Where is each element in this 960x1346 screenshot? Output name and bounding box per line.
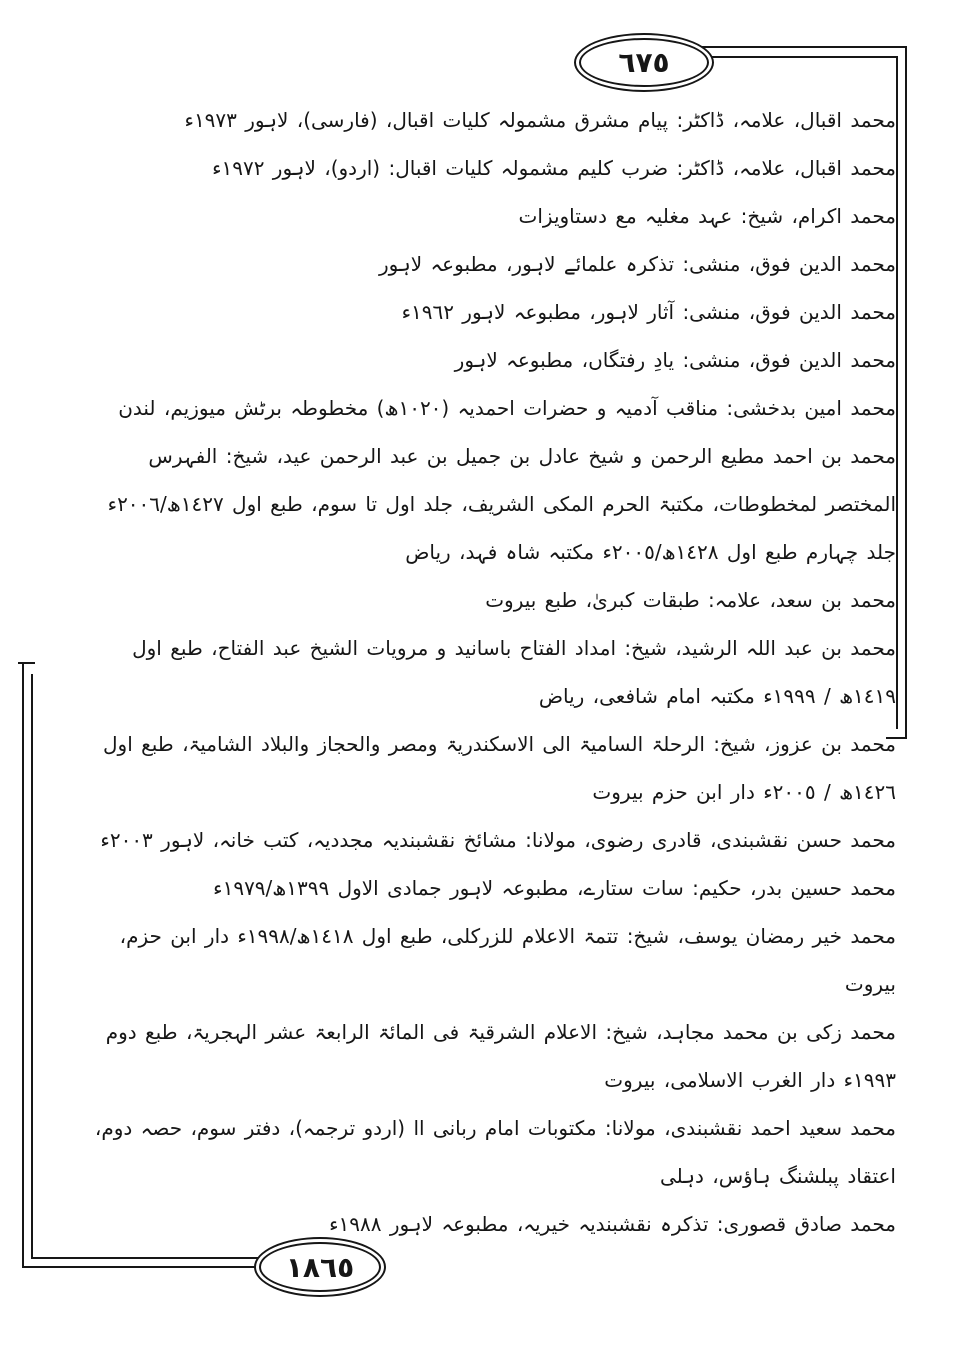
bibliography-entry: محمد اقبال، علامہ، ڈاکٹر: ضرب کلیم مشمولہ کلیات اقبال: (اردو)، لاہور ١٩٧٢ء xyxy=(212,156,896,180)
bibliography-entry: محمد حسن نقشبندی، قادری رضوی، مولانا: مشائخ نقشبندیہ مجددیہ، کتب خانہ، لاہور ٢٠٠٣ء xyxy=(100,828,896,852)
top-page-number: ٦٧٥ xyxy=(618,46,670,79)
bibliography-entry: محمد الدین فوق، منشی: یادِ رفتگاں، مطبوعہ لاہور xyxy=(454,348,896,372)
left-border-outer-vertical xyxy=(22,664,24,1268)
bibliography-entry: محمد حسین بدر، حکیم: سات ستارے، مطبوعہ لاہور جمادی الاول ١٣٩٩ھ/١٩٧٩ء xyxy=(213,876,896,900)
right-border-outer-vertical xyxy=(905,46,907,738)
top-page-number-ornament xyxy=(574,33,714,92)
bibliography-entry: محمد بن عزوز، شیخ: الرحلۃ السامیۃ الی الاسکندریۃ ومصر والحجاز والبلاد الشامیۃ، طبع اول ١٤٢٦ھ / ٢٠٠٥ء دار ابن حزم بیروت xyxy=(103,732,896,804)
bibliography-entry: محمد اکرام، شیخ: عہد مغلیہ مع دستاویزات xyxy=(518,204,896,228)
bibliography-entry: محمد بن سعد، علامہ: طبقات کبریٰ، طبع بیروت xyxy=(485,588,896,612)
bibliography-entry: محمد سعید احمد نقشبندی، مولانا: مکتوبات امام ربانی اا (اردو ترجمہ)، دفتر سوم، حصہ دوم، اعتقاد پبلشنگ ہاؤس، دہلی xyxy=(94,1116,896,1188)
bibliography-entry: محمد امین بدخشی: مناقب آدمیہ و حضرات احمدیہ (١٠٢٠ھ) مخطوطہ برٹش میوزیم، لندن xyxy=(118,396,896,420)
left-border-end-cap xyxy=(18,662,35,664)
bibliography-entry: محمد زکی بن محمد مجاہد، شیخ: الاعلام الشرقیۃ فی المائۃ الرابعۃ عشر الہجریۃ، طبع دوم ١٩٩٣ء دار الغرب الاسلامی، بیروت xyxy=(105,1020,896,1092)
bibliography-list xyxy=(84,96,896,1248)
left-border-inner-vertical xyxy=(31,674,33,1259)
bibliography-entry: محمد بن عبد اللہ الرشید، شیخ: امداد الفتاح باسانید و مرویات الشیخ عبد الفتاح، طبع اول ١٤١٩ھ / ١٩٩٩ء مکتبہ امام شافعی، ریاض xyxy=(132,636,896,708)
right-border-inner-vertical xyxy=(896,56,898,729)
bibliography-entry: محمد الدین فوق، منشی: تذکرہ علمائے لاہور، مطبوعہ لاہور xyxy=(378,252,896,276)
bottom-page-number: ١٨٦٥ xyxy=(285,1250,355,1284)
bibliography-entry: محمد اقبال، علامہ، ڈاکٹر: پیام مشرق مشمولہ کلیات اقبال، (فارسی)، لاہور ١٩٧٣ء xyxy=(184,108,896,132)
bibliography-entry: محمد الدین فوق، منشی: آثار لاہور، مطبوعہ لاہور ١٩٦٢ء xyxy=(401,300,896,324)
bibliography-entry: محمد بن احمد مطیع الرحمن و شیخ عادل بن جمیل بن عبد الرحمن عید، شیخ: الفہرس المختصر لمخطوطات، مکتبۃ الحرم المکی الشریف، جلد اول تا سوم، طبع اول ١٤٢٧ھ/٢٠٠٦ء جلد چہارم طبع اول ١٤٢٨ھ/٢٠٠٥ء مکتبہ شاہ فہد، ریاض xyxy=(107,444,896,564)
bibliography-entry: محمد خیر رمضان یوسف، شیخ: تتمۃ الاعلام للزرکلی، طبع اول ١٤١٨ھ/١٩٩٨ء دار ابن حزم، بیروت xyxy=(119,924,896,996)
bibliography-entry: محمد صادق قصوری: تذکرہ نقشبندیہ خیریہ، مطبوعہ لاہور ١٩٨٨ء xyxy=(329,1212,896,1236)
